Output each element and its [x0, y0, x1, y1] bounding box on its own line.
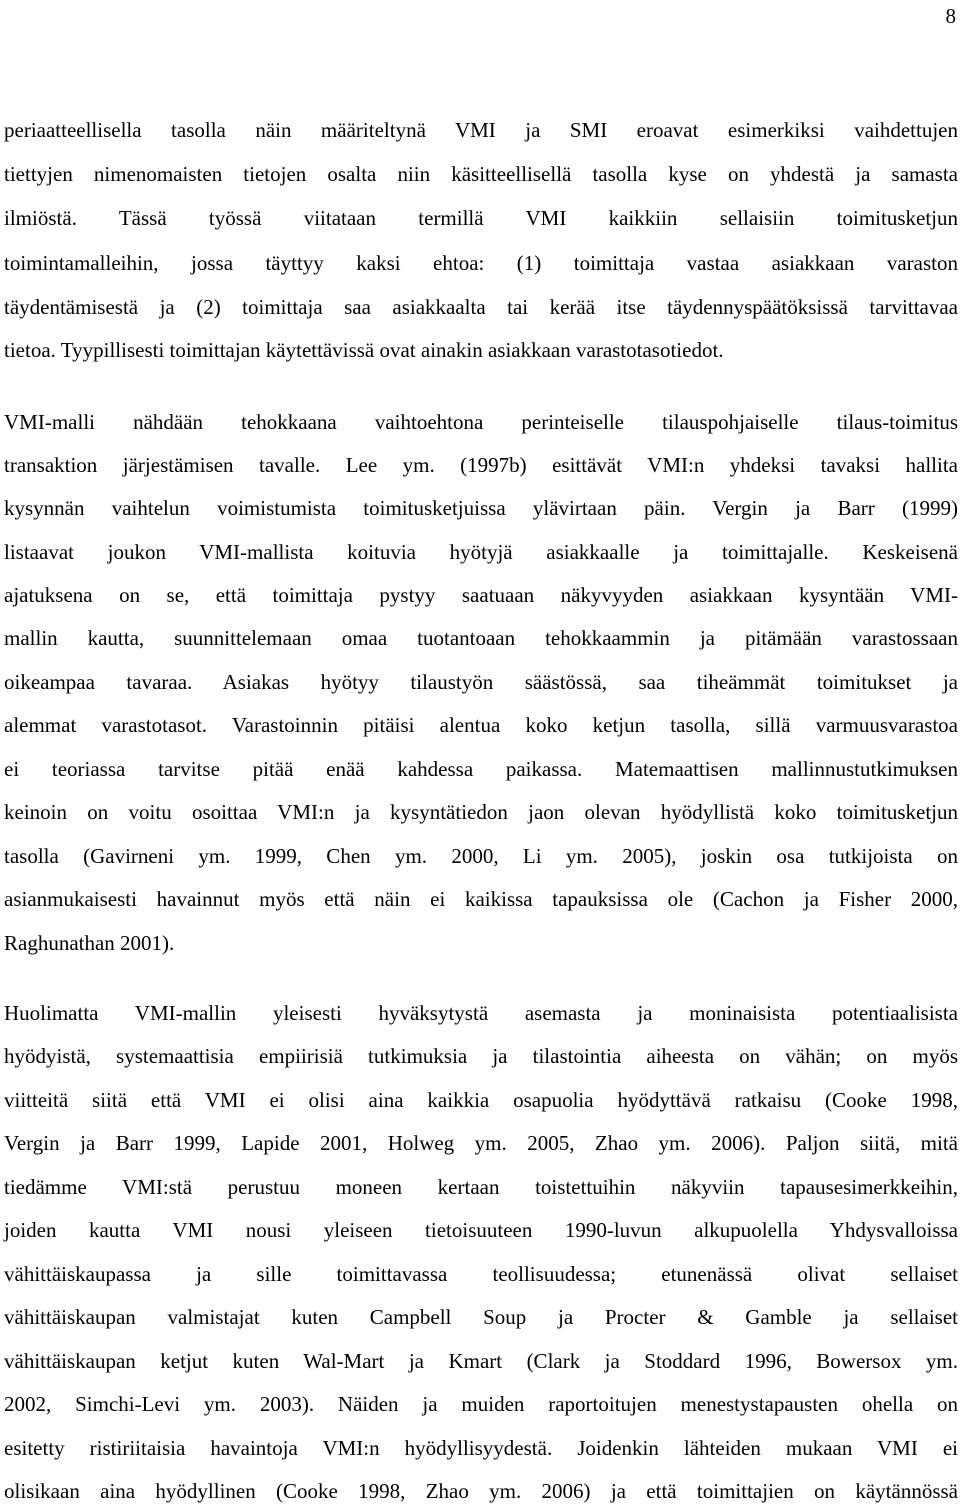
text-line: Huolimatta VMI-mallin yleisesti hyväksytystä asemasta ja moninaisista potentiaalisista [4, 1001, 958, 1025]
text-line: esitetty ristiriitaisia havaintoja VMI:n hyödyllisyydestä. Joidenkin lähteiden mukaan VMI ei [4, 1436, 958, 1460]
text-line: VMI-malli nähdään tehokkaana vaihtoehtona perinteiselle tilauspohjaiselle tilaus-toimitus [4, 410, 958, 434]
text-line: ilmiöstä. Tässä työssä viitataan termillä VMI kaikkiin sellaisiin toimitusketjun [4, 206, 958, 230]
text-line: tietoa. Tyypillisesti toimittajan käytettävissä ovat ainakin asiakkaan varastotasotiedot. [4, 338, 724, 362]
text-line: vähittäiskaupassa ja sille toimittavassa teollisuudessa; etunenässä olivat sellaiset [4, 1262, 958, 1286]
page-number: 8 [945, 4, 956, 28]
text-line: vähittäiskaupan valmistajat kuten Campbell Soup ja Procter & Gamble ja sellaiset [4, 1305, 958, 1329]
text-line: kysynnän vaihtelun voimistumista toimitusketjuissa ylävirtaan päin. Vergin ja Barr (1999) [4, 496, 958, 520]
text-line: mallin kautta, suunnittelemaan omaa tuotantoaan tehokkaammin ja pitämään varastossaan [4, 626, 958, 650]
text-line: toimintamalleihin, jossa täyttyy kaksi ehtoa: (1) toimittaja vastaa asiakkaan varaston [4, 251, 958, 275]
text-line: keinoin on voitu osoittaa VMI:n ja kysyntätiedon jaon olevan hyödyllistä koko toimitusketjun [4, 800, 958, 824]
text-line: oikeampaa tavaraa. Asiakas hyötyy tilaustyön säästössä, saa tiheämmät toimitukset ja [4, 670, 958, 694]
text-line: vähittäiskaupan ketjut kuten Wal-Mart ja Kmart (Clark ja Stoddard 1996, Bowersox ym. [4, 1349, 958, 1373]
text-line: täydentämisestä ja (2) toimittaja saa asiakkaalta tai kerää itse täydennyspäätöksissä tarvittavaa [4, 295, 958, 319]
text-line: alemmat varastotasot. Varastoinnin pitäisi alentua koko ketjun tasolla, sillä varmuusvarastoa [4, 713, 958, 737]
text-line: Raghunathan 2001). [4, 931, 175, 955]
text-line: tiedämme VMI:stä perustuu moneen kertaan toistettuihin näkyviin tapausesimerkkeihin, [4, 1175, 958, 1199]
text-line: olisikaan aina hyödyllinen (Cooke 1998, Zhao ym. 2006) ja että toimittajien on käytännössä [4, 1479, 958, 1503]
text-line: hyödyistä, systemaattisia empiirisiä tutkimuksia ja tilastointia aiheesta on vähän; on myös [4, 1044, 958, 1068]
text-line: ei teoriassa tarvitse pitää enää kahdessa paikassa. Matemaattisen mallinnustutkimuksen [4, 757, 958, 781]
text-line: viitteitä siitä että VMI ei olisi aina kaikkia osapuolia hyödyttävä ratkaisu (Cooke 1998, [4, 1088, 958, 1112]
text-line: listaavat joukon VMI-mallista koituvia hyötyjä asiakkaalle ja toimittajalle. Keskeisenä [4, 540, 958, 564]
text-line: tasolla (Gavirneni ym. 1999, Chen ym. 2000, Li ym. 2005), joskin osa tutkijoista on [4, 844, 958, 868]
text-line: 2002, Simchi-Levi ym. 2003). Näiden ja muiden raportoitujen menestystapausten ohella on [4, 1392, 958, 1416]
text-line: tiettyjen nimenomaisten tietojen osalta niin käsitteellisellä tasolla kyse on yhdestä ja samasta [4, 162, 958, 186]
text-line: asianmukaisesti havainnut myös että näin ei kaikissa tapauksissa ole (Cachon ja Fisher 2000, [4, 887, 958, 911]
text-line: joiden kautta VMI nousi yleiseen tietoisuuteen 1990-luvun alkupuolella Yhdysvalloissa [4, 1218, 958, 1242]
text-line: transaktion järjestämisen tavalle. Lee ym. (1997b) esittävät VMI:n yhdeksi tavaksi hallita [4, 453, 958, 477]
text-line: ajatuksena on se, että toimittaja pystyy saatuaan näkyvyyden asiakkaan kysyntään VMI- [4, 583, 958, 607]
text-line: Vergin ja Barr 1999, Lapide 2001, Holweg ym. 2005, Zhao ym. 2006). Paljon siitä, mitä [4, 1131, 958, 1155]
text-line: periaatteellisella tasolla näin määriteltynä VMI ja SMI eroavat esimerkiksi vaihdettujen [4, 118, 958, 142]
